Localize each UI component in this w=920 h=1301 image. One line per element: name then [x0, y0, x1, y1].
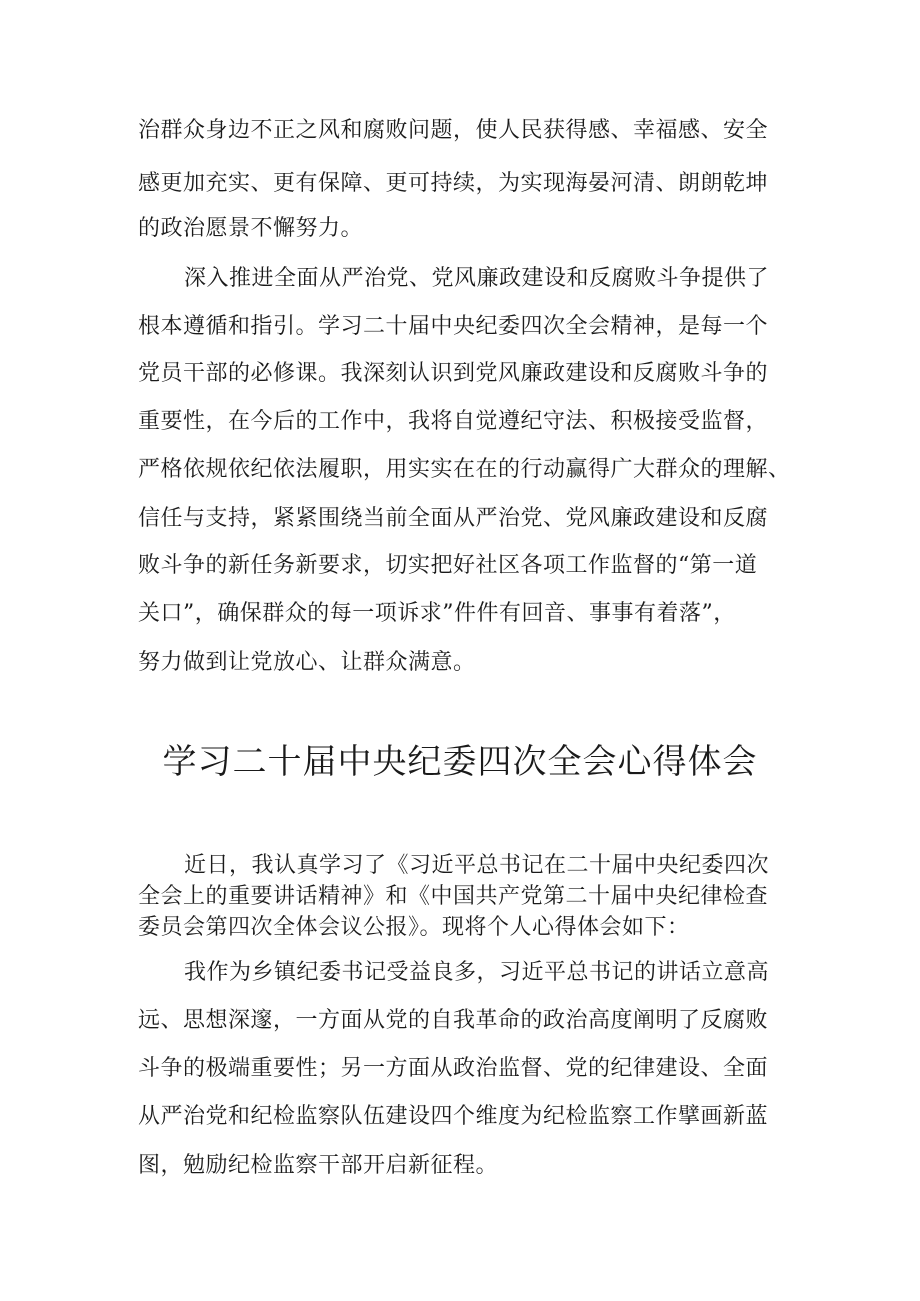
text-line: 关口”，确保群众的每一项诉求”件件有回音、事事有着落”，	[138, 601, 736, 626]
text-line: 委员会第四次全体会议公报》。现将个人心得体会如下：	[138, 915, 690, 940]
text-line: 严格依规依纪依法履职，用实实在在的行动赢得广大群众的理解、	[138, 457, 791, 482]
text-line: 从严治党和纪检监察队伍建设四个维度为纪检监察工作擘画新蓝	[138, 1104, 769, 1129]
text-line: 败斗争的新任务新要求，切实把好社区各项工作监督的“第一道	[138, 553, 758, 578]
text-line: 党员干部的必修课。我深刻认识到党风廉政建设和反腐败斗争的	[138, 361, 769, 386]
text-line: 近日，我认真学习了《习近平总书记在二十届中央纪委四次	[184, 853, 770, 878]
text-line: 重要性，在今后的工作中，我将自觉遵纪守法、积极接受监督，	[138, 409, 769, 434]
text-line: 信任与支持，紧紧围绕当前全面从严治党、党风廉政建设和反腐	[138, 506, 769, 531]
text-line: 努力做到让党放心、让群众满意。	[138, 650, 476, 675]
text-line: 治群众身边不正之风和腐败问题，使人民获得感、幸福感、安全	[138, 118, 769, 143]
text-line: 根本遵循和指引。学习二十届中央纪委四次全会精神，是每一个	[138, 314, 769, 339]
text-line: 我作为乡镇纪委书记受益良多，习近平总书记的讲话立意高	[184, 960, 770, 985]
text-line: 全会上的重要讲话精神》和《中国共产党第二十届中央纪律检查	[138, 884, 769, 909]
text-line: 图，勉励纪检监察干部开启新征程。	[138, 1153, 499, 1178]
article-heading: 学习二十届中央纪委四次全会心得体会	[162, 742, 758, 782]
text-line: 感更加充实、更有保障、更可持续，为实现海晏河清、朗朗乾坤	[138, 171, 769, 196]
text-line: 深入推进全面从严治党、党风廉政建设和反腐败斗争提供了	[184, 266, 770, 291]
text-line: 远、思想深邃，一方面从党的自我革命的政治高度阐明了反腐败	[138, 1008, 769, 1033]
text-line: 斗争的极端重要性；另一方面从政治监督、党的纪律建设、全面	[138, 1056, 769, 1081]
text-line: 的政治愿景不懈努力。	[138, 216, 364, 241]
